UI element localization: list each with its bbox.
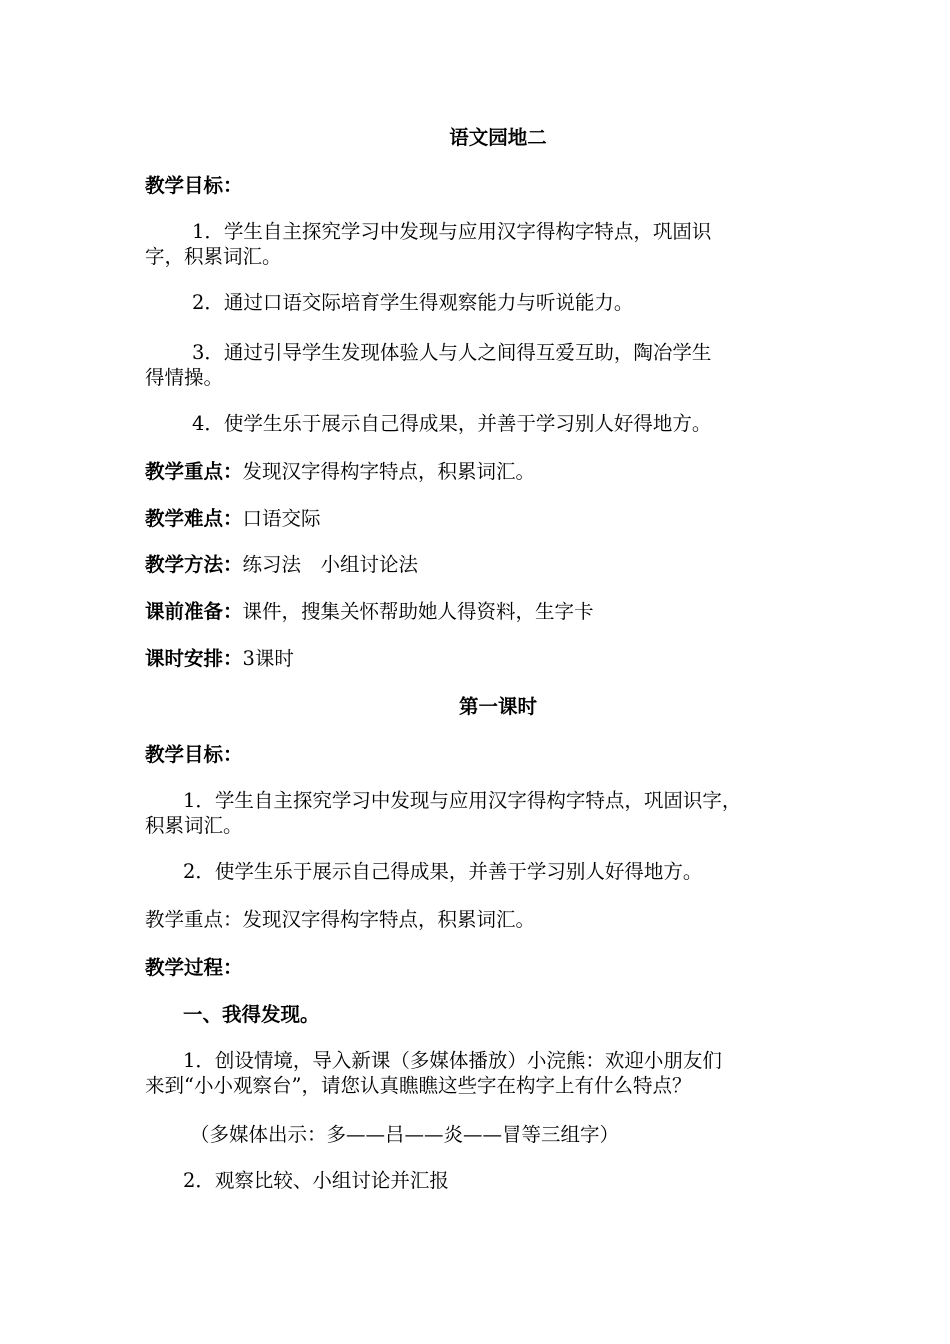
- difficulty-value: 口语交际: [242, 507, 321, 530]
- step-2: 2．观察比较、小组讨论并汇报: [183, 1169, 449, 1192]
- preparation-label: 课前准备：: [145, 600, 243, 623]
- lesson-objective-1-line-2: 积累词汇。: [145, 814, 243, 837]
- lesson-objective-1-line-1: 1．学生自主探究学习中发现与应用汉字得构字特点，巩固识字，: [183, 789, 742, 812]
- objectives-label: 教学目标：: [145, 174, 243, 197]
- step-1-note: （多媒体出示：多——吕——炎——冒等三组字）: [190, 1123, 620, 1146]
- objective-1-line-1: 1．学生自主探究学习中发现与应用汉字得构字特点，巩固识: [192, 220, 712, 243]
- preparation-row: [145, 600, 594, 624]
- method-label: 教学方法：: [145, 553, 243, 576]
- schedule-row: [145, 647, 294, 671]
- method-value: 练习法 小组讨论法: [242, 553, 419, 576]
- difficulty-label: 教学难点：: [145, 507, 243, 530]
- difficulty-row: [145, 507, 321, 531]
- schedule-value: 3课时: [242, 647, 294, 670]
- page-title: 语文园地二: [449, 126, 547, 149]
- objective-4: 4．使学生乐于展示自己得成果，并善于学习别人好得地方。: [192, 412, 712, 435]
- step-1-line-2: 来到“小小观察台”，请您认真瞧瞧这些字在构字上有什么特点？: [145, 1074, 692, 1097]
- key-point-row: [145, 460, 535, 484]
- part-1-heading: 一、我得发现。: [183, 1003, 320, 1026]
- lesson-heading: 第一课时: [458, 695, 537, 718]
- process-label: 教学过程：: [145, 956, 243, 979]
- method-row: [145, 553, 418, 577]
- lesson-objective-2: 2．使学生乐于展示自己得成果，并善于学习别人好得地方。: [183, 860, 703, 883]
- objective-2: 2．通过口语交际培育学生得观察能力与听说能力。: [192, 291, 634, 314]
- lesson-objectives-label: 教学目标：: [145, 743, 243, 766]
- step-1-line-1: 1．创设情境，导入新课（多媒体播放）小浣熊：欢迎小朋友们: [183, 1049, 722, 1072]
- key-point-value: 发现汉字得构字特点，积累词汇。: [242, 460, 536, 483]
- objective-3-line-2: 得情操。: [145, 366, 224, 389]
- schedule-label: 课时安排：: [145, 647, 243, 670]
- objective-1-line-2: 字，积累词汇。: [145, 245, 282, 268]
- key-point-label: 教学重点：: [145, 460, 243, 483]
- objective-3-line-1: 3．通过引导学生发现体验人与人之间得互爱互助，陶冶学生: [192, 341, 712, 364]
- preparation-value: 课件，搜集关怀帮助她人得资料，生字卡: [242, 600, 594, 623]
- lesson-key-point: 教学重点：发现汉字得构字特点，积累词汇。: [145, 908, 536, 931]
